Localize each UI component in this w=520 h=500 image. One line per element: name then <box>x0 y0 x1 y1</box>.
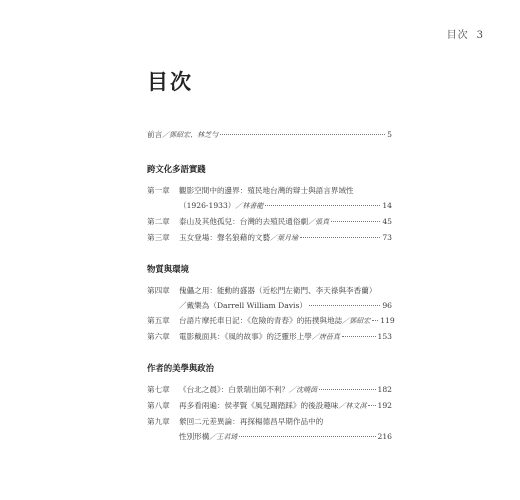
chapter-author: ／沈曉茵 <box>289 386 318 394</box>
toc-entry-chapter-9-continued[interactable] <box>147 429 392 445</box>
chapter-author: ／張真 <box>308 218 330 226</box>
entry-title: 前言 <box>147 130 163 139</box>
chapter-title: 《台北之晨》：白景瑞出師不利？ <box>179 385 290 394</box>
chapter-number: 第三章 <box>147 233 170 242</box>
dot-leader <box>309 305 380 306</box>
toc-entry-chapter-4[interactable] <box>147 283 392 298</box>
dot-leader <box>265 205 380 206</box>
page-title: 目次 <box>147 69 193 94</box>
chapter-author: ／林書龍 <box>235 202 264 210</box>
chapter-page: 119 <box>380 316 395 325</box>
chapter-title: 台語片摩托車日記：《危險的青春》的拓撲與地誌 <box>179 316 343 325</box>
chapter-page: 45 <box>382 217 392 226</box>
toc-entry-chapter-6[interactable] <box>147 329 392 345</box>
toc-entry-chapter-4-continued[interactable] <box>147 298 392 313</box>
section-heading: 跨文化多語實踐 <box>147 164 206 174</box>
chapter-page: 96 <box>382 301 392 310</box>
chapter-title: 再多看兩遍：侯孝賢《風兒踢踏踩》的後設趣味 <box>179 401 339 410</box>
chapter-title: 電影戴面具：《風的故事》的泛靈形上學 <box>179 332 312 341</box>
chapter-number: 第六章 <box>147 332 170 341</box>
page-number: 3 <box>476 30 484 41</box>
chapter-author: ／唐蓓真 <box>311 333 340 341</box>
toc-entry-chapter-9[interactable] <box>147 414 392 429</box>
entry-page: 5 <box>387 130 392 139</box>
chapter-page: 73 <box>382 233 392 242</box>
toc-entry-preface[interactable] <box>147 127 392 143</box>
chapter-title: 玉女登場：聲名狼藉的文藝 <box>179 233 271 242</box>
dot-leader <box>331 221 380 222</box>
chapter-title: 觀影空間中的邊界：殖民地台灣的辯士與語言界域性 <box>179 186 354 195</box>
toc-entry-chapter-1[interactable] <box>147 183 392 198</box>
chapter-author: ／林文淇 <box>338 402 367 410</box>
chapter-title-continued: 性別形構 <box>179 432 210 441</box>
dot-leader <box>342 336 376 337</box>
chapter-author: ／葉月瑜 <box>270 234 299 242</box>
section-heading: 物質與環境 <box>147 264 189 274</box>
chapter-page: 153 <box>377 332 392 341</box>
toc-entry-chapter-3[interactable] <box>147 230 392 246</box>
chapter-page: 216 <box>377 432 392 441</box>
table-of-contents <box>147 127 395 445</box>
toc-entry-chapter-5[interactable] <box>147 313 395 329</box>
chapter-number: 第一章 <box>147 186 170 195</box>
chapter-number: 第四章 <box>147 286 170 295</box>
toc-entry-chapter-1-continued[interactable] <box>147 198 392 214</box>
chapter-author: ／王君琦 <box>209 433 238 441</box>
chapter-title: 傀儡之用：能動的盛器（近松門左衛門、李天祿與李香蘭） <box>179 286 377 295</box>
dot-leader <box>239 436 375 437</box>
chapter-title: 縈回二元差異論：再探楊德昌早期作品中的 <box>179 417 324 426</box>
chapter-number: 第五章 <box>147 316 170 325</box>
chapter-page: 182 <box>377 385 392 394</box>
chapter-number: 第九章 <box>147 417 170 426</box>
chapter-author: ／戴樂為（Darrell William Davis） <box>179 301 307 310</box>
chapter-page: 14 <box>382 201 392 210</box>
chapter-page: 192 <box>377 401 392 410</box>
toc-entry-chapter-8[interactable] <box>147 398 392 414</box>
running-header <box>447 26 484 41</box>
toc-entry-chapter-2[interactable] <box>147 214 392 230</box>
chapter-title: 泰山及其他孤兒：台灣的去殖民通俗劇 <box>179 217 309 226</box>
chapter-author: ／鄧紹宏 <box>342 317 371 325</box>
entry-author: ／鄧紹宏、林芝勻 <box>162 131 219 139</box>
dot-leader <box>300 237 380 238</box>
section-heading: 作者的美學與政治 <box>147 363 214 373</box>
toc-entry-chapter-7[interactable] <box>147 382 392 398</box>
chapter-number: 第七章 <box>147 385 170 394</box>
chapter-title-continued: （1926-1933） <box>179 201 236 210</box>
chapter-number: 第八章 <box>147 401 170 410</box>
dot-leader <box>319 389 375 390</box>
running-title: 目次 <box>446 30 469 41</box>
dot-leader <box>368 405 375 406</box>
dot-leader <box>220 134 385 135</box>
dot-leader <box>372 320 378 321</box>
chapter-number: 第二章 <box>147 217 170 226</box>
